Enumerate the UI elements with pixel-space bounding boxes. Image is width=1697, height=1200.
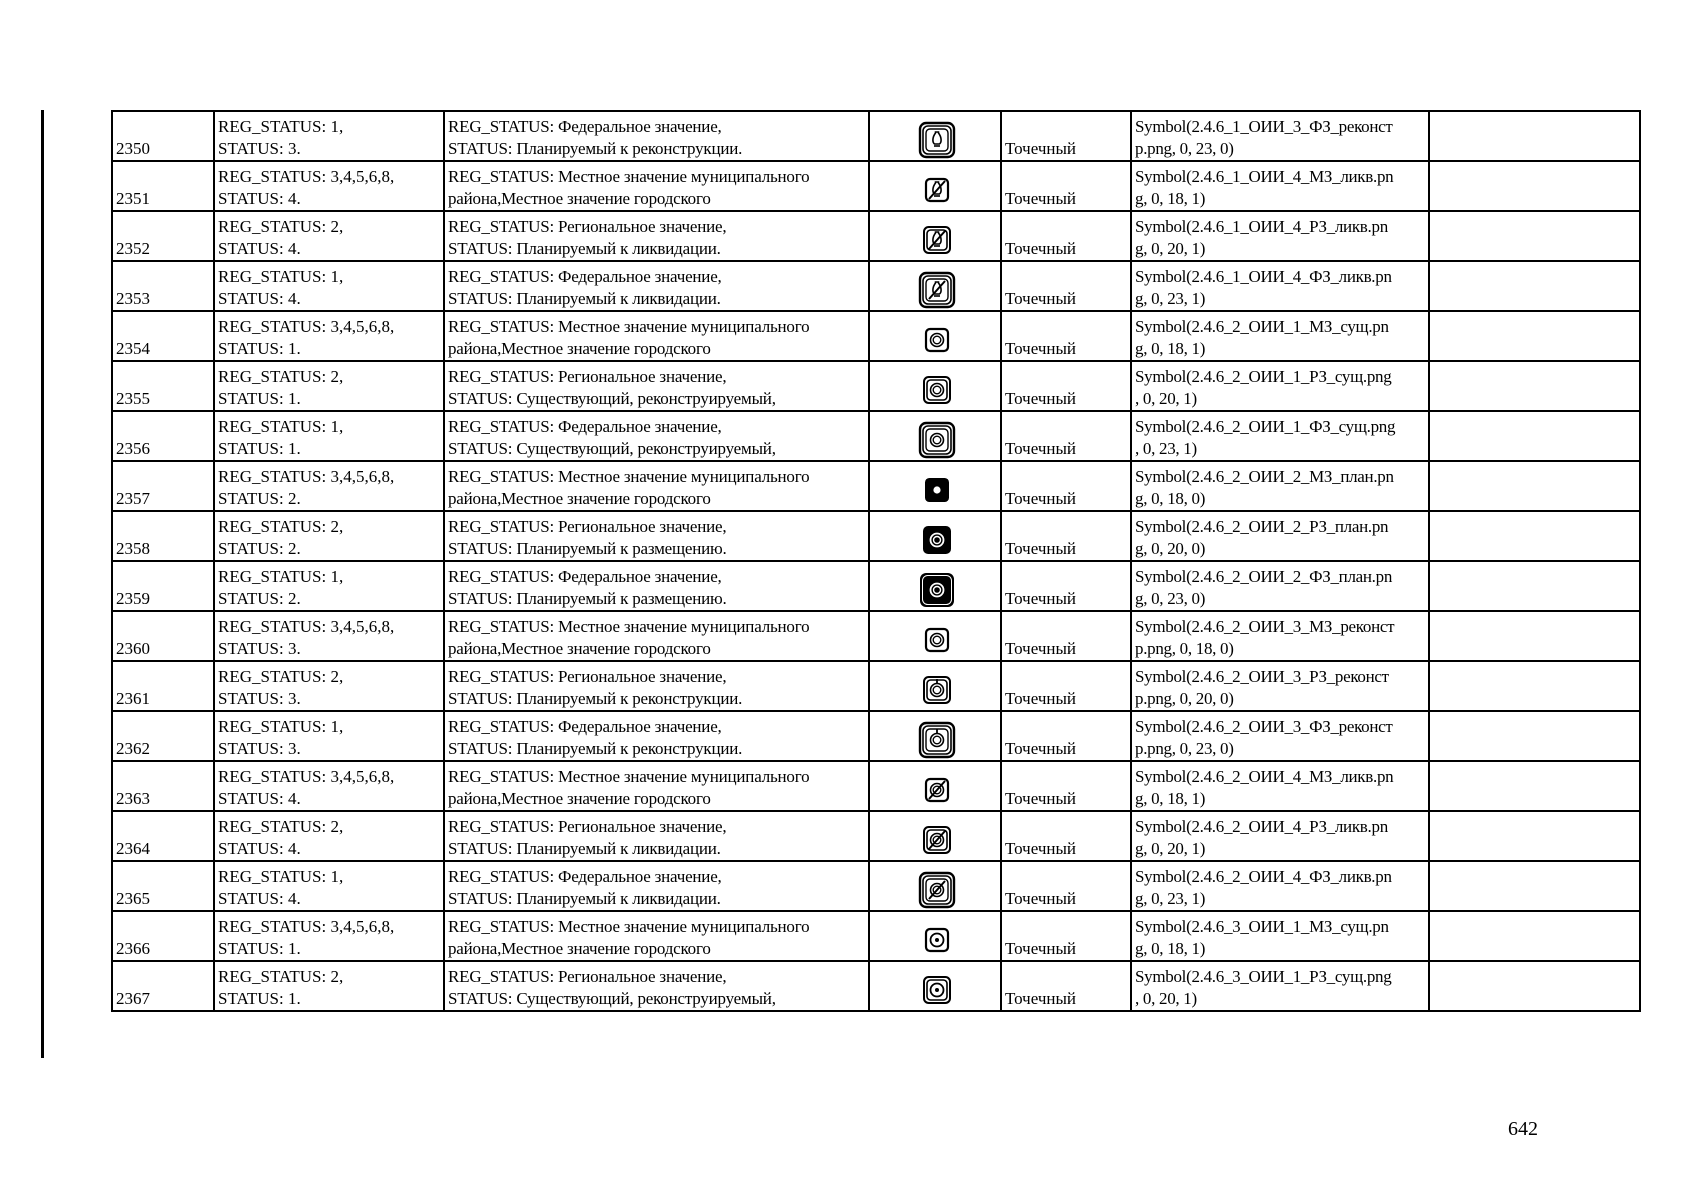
desc-line: REG_STATUS: Местное значение муниципального	[448, 767, 810, 786]
symbol-cell	[869, 511, 1001, 561]
symbol-cell	[869, 261, 1001, 311]
expr-line: g, 0, 20, 0)	[1135, 539, 1206, 558]
symbol-expression-cell	[1131, 711, 1429, 761]
code-line: REG_STATUS: 2,	[218, 217, 344, 236]
row-number: 2354	[112, 311, 214, 361]
expr-line: g, 0, 20, 1)	[1135, 239, 1206, 258]
page-number: 642	[1508, 1118, 1538, 1140]
desc-line: REG_STATUS: Федеральное значение,	[448, 567, 722, 586]
table-row	[112, 111, 1640, 161]
frame-bulb-crossed-icon	[917, 170, 957, 210]
desc-line: REG_STATUS: Федеральное значение,	[448, 417, 722, 436]
empty-cell	[1429, 811, 1640, 861]
status-code-cell	[214, 961, 444, 1011]
symbol-cell	[869, 961, 1001, 1011]
desc-line: STATUS: Планируемый к ликвидации.	[448, 239, 721, 258]
code-line: STATUS: 3.	[218, 139, 301, 158]
table-row	[112, 561, 1640, 611]
expr-line: , 0, 20, 1)	[1135, 989, 1197, 1008]
status-code-cell	[214, 511, 444, 561]
expr-line: g, 0, 23, 0)	[1135, 589, 1206, 608]
status-description-cell	[444, 411, 869, 461]
code-line: STATUS: 2.	[218, 489, 301, 508]
symbol-cell	[869, 411, 1001, 461]
status-code-cell	[214, 311, 444, 361]
status-code-cell	[214, 761, 444, 811]
code-line: STATUS: 3.	[218, 689, 301, 708]
geometry-type-cell: Точечный	[1001, 761, 1131, 811]
code-line: STATUS: 1.	[218, 389, 301, 408]
desc-line: STATUS: Планируемый к размещению.	[448, 589, 727, 608]
table-row	[112, 611, 1640, 661]
code-line: REG_STATUS: 1,	[218, 267, 344, 286]
expr-line: g, 0, 18, 1)	[1135, 789, 1206, 808]
code-line: REG_STATUS: 1,	[218, 717, 344, 736]
code-line: STATUS: 4.	[218, 189, 301, 208]
geometry-type-cell: Точечный	[1001, 411, 1131, 461]
table-row	[112, 311, 1640, 361]
symbol-cell	[869, 611, 1001, 661]
status-code-cell	[214, 161, 444, 211]
desc-line: STATUS: Планируемый к ликвидации.	[448, 889, 721, 908]
desc-line: района,Местное значение городского	[448, 189, 711, 208]
expr-line: g, 0, 20, 1)	[1135, 839, 1206, 858]
empty-cell	[1429, 361, 1640, 411]
status-description-cell	[444, 311, 869, 361]
expr-line: g, 0, 23, 1)	[1135, 889, 1206, 908]
symbol-cell	[869, 761, 1001, 811]
expr-line: Symbol(2.4.6_3_ОИИ_1_МЗ_сущ.pn	[1135, 917, 1389, 936]
triple-frame-rings-crossed-icon	[917, 870, 957, 910]
status-code-cell	[214, 361, 444, 411]
empty-cell	[1429, 111, 1640, 161]
row-number: 2358	[112, 511, 214, 561]
expr-line: Symbol(2.4.6_2_ОИИ_4_МЗ_ликв.pn	[1135, 767, 1394, 786]
status-description-cell	[444, 211, 869, 261]
empty-cell	[1429, 861, 1640, 911]
row-number: 2356	[112, 411, 214, 461]
row-number: 2365	[112, 861, 214, 911]
row-number: 2361	[112, 661, 214, 711]
empty-cell	[1429, 511, 1640, 561]
expr-line: g, 0, 18, 1)	[1135, 189, 1206, 208]
desc-line: STATUS: Планируемый к реконструкции.	[448, 689, 743, 708]
symbol-cell	[869, 161, 1001, 211]
filled-square-rings-icon	[917, 470, 957, 510]
row-number: 2364	[112, 811, 214, 861]
symbol-expression-cell	[1131, 311, 1429, 361]
geometry-type-cell: Точечный	[1001, 661, 1131, 711]
desc-line: района,Местное значение городского	[448, 789, 711, 808]
expr-line: р.png, 0, 18, 0)	[1135, 639, 1234, 658]
empty-cell	[1429, 611, 1640, 661]
empty-cell	[1429, 961, 1640, 1011]
frame-rings-icon	[917, 320, 957, 360]
code-line: REG_STATUS: 3,4,5,6,8,	[218, 467, 395, 486]
symbol-expression-cell	[1131, 111, 1429, 161]
symbol-expression-cell	[1131, 561, 1429, 611]
desc-line: STATUS: Существующий, реконструируемый,	[448, 389, 776, 408]
double-frame-bulb-crossed-icon	[917, 220, 957, 260]
row-number: 2360	[112, 611, 214, 661]
status-code-cell	[214, 711, 444, 761]
expr-line: Symbol(2.4.6_1_ОИИ_4_РЗ_ликв.pn	[1135, 217, 1388, 236]
code-line: REG_STATUS: 2,	[218, 817, 344, 836]
symbol-cell	[869, 861, 1001, 911]
desc-line: STATUS: Планируемый к ликвидации.	[448, 289, 721, 308]
row-number: 2362	[112, 711, 214, 761]
desc-line: STATUS: Планируемый к реконструкции.	[448, 139, 743, 158]
desc-line: REG_STATUS: Местное значение муниципального	[448, 467, 810, 486]
empty-cell	[1429, 161, 1640, 211]
expr-line: Symbol(2.4.6_2_ОИИ_4_РЗ_ликв.pn	[1135, 817, 1388, 836]
code-line: STATUS: 4.	[218, 789, 301, 808]
symbol-expression-cell	[1131, 761, 1429, 811]
triple-frame-bulb-crossed-icon	[917, 270, 957, 310]
triple-frame-bulb-icon	[917, 120, 957, 160]
symbol-expression-cell	[1131, 661, 1429, 711]
status-description-cell	[444, 961, 869, 1011]
row-number: 2355	[112, 361, 214, 411]
desc-line: REG_STATUS: Региональное значение,	[448, 517, 727, 536]
row-number: 2351	[112, 161, 214, 211]
geometry-type-cell: Точечный	[1001, 511, 1131, 561]
table-row	[112, 461, 1640, 511]
geometry-type-cell: Точечный	[1001, 311, 1131, 361]
status-code-cell	[214, 911, 444, 961]
row-number: 2366	[112, 911, 214, 961]
table-row	[112, 661, 1640, 711]
empty-cell	[1429, 561, 1640, 611]
status-description-cell	[444, 561, 869, 611]
geometry-type-cell: Точечный	[1001, 911, 1131, 961]
code-line: REG_STATUS: 3,4,5,6,8,	[218, 767, 395, 786]
symbol-cell	[869, 811, 1001, 861]
symbol-cell	[869, 311, 1001, 361]
code-line: STATUS: 1.	[218, 939, 301, 958]
empty-cell	[1429, 661, 1640, 711]
desc-line: REG_STATUS: Региональное значение,	[448, 817, 727, 836]
expr-line: , 0, 20, 1)	[1135, 389, 1197, 408]
code-line: REG_STATUS: 3,4,5,6,8,	[218, 617, 395, 636]
symbol-cell	[869, 711, 1001, 761]
geometry-type-cell: Точечный	[1001, 161, 1131, 211]
expr-line: g, 0, 18, 1)	[1135, 939, 1206, 958]
desc-line: STATUS: Планируемый к размещению.	[448, 539, 727, 558]
symbol-expression-cell	[1131, 261, 1429, 311]
table-row	[112, 511, 1640, 561]
code-line: STATUS: 4.	[218, 889, 301, 908]
code-line: STATUS: 2.	[218, 589, 301, 608]
desc-line: STATUS: Существующий, реконструируемый,	[448, 439, 776, 458]
symbol-cell	[869, 461, 1001, 511]
status-description-cell	[444, 361, 869, 411]
filled-triple-square-rings-icon	[917, 570, 957, 610]
code-line: STATUS: 4.	[218, 839, 301, 858]
empty-cell	[1429, 261, 1640, 311]
desc-line: REG_STATUS: Федеральное значение,	[448, 867, 722, 886]
desc-line: REG_STATUS: Федеральное значение,	[448, 717, 722, 736]
code-line: REG_STATUS: 3,4,5,6,8,	[218, 917, 395, 936]
expr-line: g, 0, 23, 1)	[1135, 289, 1206, 308]
geometry-type-cell: Точечный	[1001, 861, 1131, 911]
desc-line: STATUS: Существующий, реконструируемый,	[448, 989, 776, 1008]
code-line: REG_STATUS: 1,	[218, 567, 344, 586]
code-line: STATUS: 1.	[218, 339, 301, 358]
expr-line: Symbol(2.4.6_2_ОИИ_3_МЗ_реконст	[1135, 617, 1395, 636]
expr-line: Symbol(2.4.6_3_ОИИ_1_РЗ_сущ.png	[1135, 967, 1392, 986]
status-description-cell	[444, 911, 869, 961]
code-line: STATUS: 1.	[218, 439, 301, 458]
desc-line: REG_STATUS: Местное значение муниципального	[448, 167, 810, 186]
code-line: REG_STATUS: 2,	[218, 367, 344, 386]
geometry-type-cell: Точечный	[1001, 461, 1131, 511]
table-row	[112, 261, 1640, 311]
symbol-expression-cell	[1131, 511, 1429, 561]
desc-line: района,Местное значение городского	[448, 639, 711, 658]
status-description-cell	[444, 461, 869, 511]
geometry-type-cell: Точечный	[1001, 261, 1131, 311]
code-line: REG_STATUS: 2,	[218, 667, 344, 686]
status-description-cell	[444, 661, 869, 711]
empty-cell	[1429, 411, 1640, 461]
expr-line: Symbol(2.4.6_2_ОИИ_3_ФЗ_реконст	[1135, 717, 1393, 736]
expr-line: р.png, 0, 20, 0)	[1135, 689, 1234, 708]
expr-line: Symbol(2.4.6_2_ОИИ_2_МЗ_план.pn	[1135, 467, 1394, 486]
expr-line: Symbol(2.4.6_2_ОИИ_3_РЗ_реконст	[1135, 667, 1389, 686]
desc-line: REG_STATUS: Местное значение муниципального	[448, 317, 810, 336]
desc-line: района,Местное значение городского	[448, 489, 711, 508]
desc-line: REG_STATUS: Региональное значение,	[448, 967, 727, 986]
desc-line: REG_STATUS: Региональное значение,	[448, 667, 727, 686]
double-frame-dot-circle-icon	[917, 970, 957, 1010]
symbol-cell	[869, 211, 1001, 261]
frame-rings-crossed-icon	[917, 770, 957, 810]
geometry-type-cell: Точечный	[1001, 111, 1131, 161]
code-line: STATUS: 2.	[218, 539, 301, 558]
filled-double-square-rings-icon	[917, 520, 957, 560]
geometry-type-cell: Точечный	[1001, 361, 1131, 411]
desc-line: REG_STATUS: Федеральное значение,	[448, 117, 722, 136]
symbol-expression-cell	[1131, 411, 1429, 461]
code-line: REG_STATUS: 3,4,5,6,8,	[218, 317, 395, 336]
code-line: REG_STATUS: 1,	[218, 867, 344, 886]
code-line: STATUS: 3.	[218, 739, 301, 758]
row-number: 2353	[112, 261, 214, 311]
desc-line: REG_STATUS: Местное значение муниципального	[448, 617, 810, 636]
empty-cell	[1429, 311, 1640, 361]
code-line: REG_STATUS: 2,	[218, 517, 344, 536]
expr-line: g, 0, 18, 1)	[1135, 339, 1206, 358]
status-description-cell	[444, 761, 869, 811]
desc-line: REG_STATUS: Федеральное значение,	[448, 267, 722, 286]
table-row	[112, 711, 1640, 761]
symbol-cell	[869, 361, 1001, 411]
geometry-type-cell: Точечный	[1001, 711, 1131, 761]
expr-line: Symbol(2.4.6_2_ОИИ_4_ФЗ_ликв.pn	[1135, 867, 1392, 886]
row-number: 2367	[112, 961, 214, 1011]
expr-line: р.png, 0, 23, 0)	[1135, 139, 1234, 158]
table-row	[112, 811, 1640, 861]
geometry-type-cell: Точечный	[1001, 211, 1131, 261]
symbol-expression-cell	[1131, 811, 1429, 861]
desc-line: REG_STATUS: Региональное значение,	[448, 367, 727, 386]
code-line: REG_STATUS: 1,	[218, 417, 344, 436]
desc-line: района,Местное значение городского	[448, 339, 711, 358]
code-line: STATUS: 4.	[218, 289, 301, 308]
double-frame-rings-crossed-icon	[917, 820, 957, 860]
double-frame-rings-recon-icon	[917, 670, 957, 710]
desc-line: STATUS: Планируемый к ликвидации.	[448, 839, 721, 858]
code-line: STATUS: 4.	[218, 239, 301, 258]
status-code-cell	[214, 461, 444, 511]
triple-frame-rings-icon	[917, 420, 957, 460]
expr-line: Symbol(2.4.6_1_ОИИ_4_МЗ_ликв.pn	[1135, 167, 1394, 186]
row-number: 2357	[112, 461, 214, 511]
symbol-expression-cell	[1131, 461, 1429, 511]
expr-line: , 0, 23, 1)	[1135, 439, 1197, 458]
symbol-expression-cell	[1131, 861, 1429, 911]
table-row	[112, 361, 1640, 411]
table-row	[112, 861, 1640, 911]
margin-rule	[41, 110, 44, 1058]
empty-cell	[1429, 211, 1640, 261]
symbol-expression-cell	[1131, 611, 1429, 661]
expr-line: р.png, 0, 23, 0)	[1135, 739, 1234, 758]
expr-line: Symbol(2.4.6_2_ОИИ_2_ФЗ_план.pn	[1135, 567, 1393, 586]
table-row	[112, 961, 1640, 1011]
empty-cell	[1429, 911, 1640, 961]
desc-line: STATUS: Планируемый к реконструкции.	[448, 739, 743, 758]
row-number: 2363	[112, 761, 214, 811]
expr-line: Symbol(2.4.6_2_ОИИ_2_РЗ_план.pn	[1135, 517, 1389, 536]
code-line: STATUS: 3.	[218, 639, 301, 658]
geometry-type-cell: Точечный	[1001, 561, 1131, 611]
geometry-type-cell: Точечный	[1001, 811, 1131, 861]
symbol-cell	[869, 561, 1001, 611]
row-number: 2350	[112, 111, 214, 161]
symbol-table	[111, 110, 1641, 1012]
expr-line: g, 0, 18, 0)	[1135, 489, 1206, 508]
row-number: 2352	[112, 211, 214, 261]
table-row	[112, 211, 1640, 261]
table-row	[112, 411, 1640, 461]
symbol-expression-cell	[1131, 961, 1429, 1011]
status-description-cell	[444, 711, 869, 761]
geometry-type-cell: Точечный	[1001, 961, 1131, 1011]
status-code-cell	[214, 811, 444, 861]
status-code-cell	[214, 861, 444, 911]
expr-line: Symbol(2.4.6_1_ОИИ_4_ФЗ_ликв.pn	[1135, 267, 1392, 286]
table-row	[112, 761, 1640, 811]
expr-line: Symbol(2.4.6_1_ОИИ_3_ФЗ_реконст	[1135, 117, 1393, 136]
expr-line: Symbol(2.4.6_2_ОИИ_1_МЗ_сущ.pn	[1135, 317, 1389, 336]
desc-line: REG_STATUS: Местное значение муниципального	[448, 917, 810, 936]
code-line: STATUS: 1.	[218, 989, 301, 1008]
double-frame-rings-icon	[917, 370, 957, 410]
status-code-cell	[214, 211, 444, 261]
expr-line: Symbol(2.4.6_2_ОИИ_1_ФЗ_сущ.png	[1135, 417, 1396, 436]
symbol-cell	[869, 911, 1001, 961]
symbol-expression-cell	[1131, 361, 1429, 411]
table-row	[112, 911, 1640, 961]
frame-dot-circle-icon	[917, 920, 957, 960]
status-code-cell	[214, 111, 444, 161]
desc-line: REG_STATUS: Региональное значение,	[448, 217, 727, 236]
empty-cell	[1429, 461, 1640, 511]
row-number: 2359	[112, 561, 214, 611]
symbol-expression-cell	[1131, 161, 1429, 211]
status-code-cell	[214, 411, 444, 461]
empty-cell	[1429, 711, 1640, 761]
status-description-cell	[444, 611, 869, 661]
expr-line: Symbol(2.4.6_2_ОИИ_1_РЗ_сущ.png	[1135, 367, 1392, 386]
code-line: REG_STATUS: 2,	[218, 967, 344, 986]
symbol-expression-cell	[1131, 911, 1429, 961]
status-description-cell	[444, 161, 869, 211]
code-line: REG_STATUS: 1,	[218, 117, 344, 136]
triple-frame-rings-recon-icon	[917, 720, 957, 760]
code-line: REG_STATUS: 3,4,5,6,8,	[218, 167, 395, 186]
frame-rings-recon-icon	[917, 620, 957, 660]
status-description-cell	[444, 111, 869, 161]
status-description-cell	[444, 511, 869, 561]
status-description-cell	[444, 261, 869, 311]
status-code-cell	[214, 611, 444, 661]
status-description-cell	[444, 811, 869, 861]
symbol-cell	[869, 111, 1001, 161]
symbol-expression-cell	[1131, 211, 1429, 261]
status-description-cell	[444, 861, 869, 911]
table-row	[112, 161, 1640, 211]
geometry-type-cell: Точечный	[1001, 611, 1131, 661]
status-code-cell	[214, 561, 444, 611]
table-body	[112, 111, 1640, 1011]
status-code-cell	[214, 661, 444, 711]
status-code-cell	[214, 261, 444, 311]
empty-cell	[1429, 761, 1640, 811]
symbol-cell	[869, 661, 1001, 711]
desc-line: района,Местное значение городского	[448, 939, 711, 958]
